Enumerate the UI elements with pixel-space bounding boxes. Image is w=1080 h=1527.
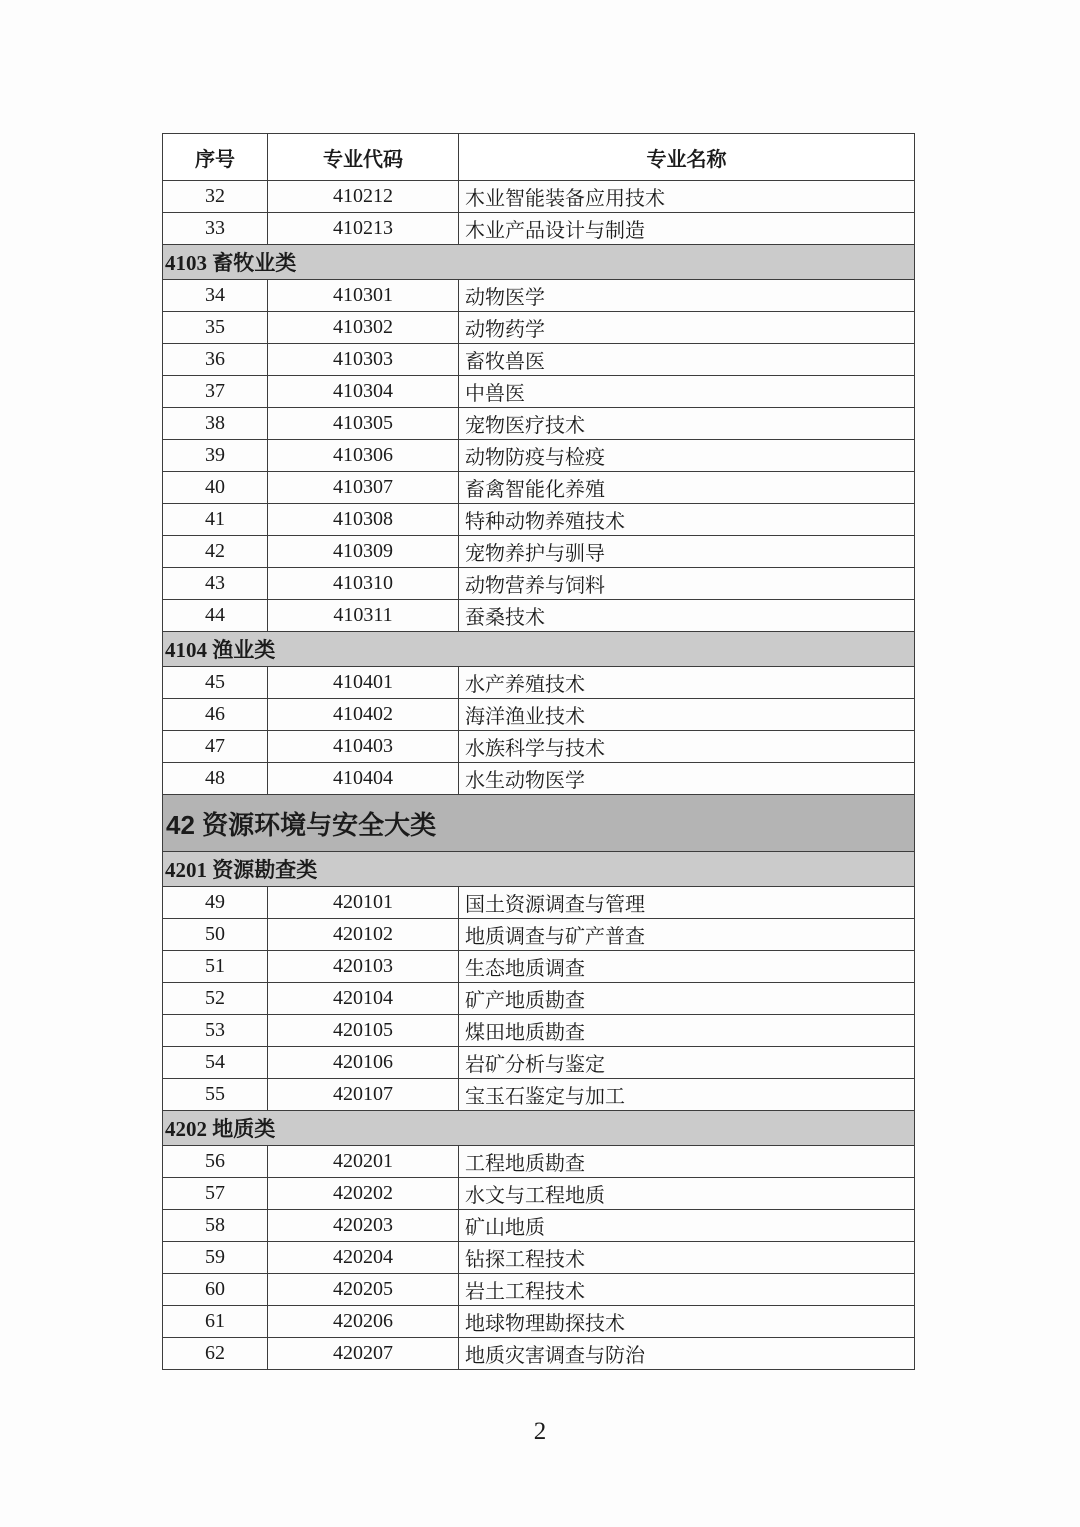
header-seq: 序号 bbox=[163, 134, 268, 181]
code-cell: 420106 bbox=[268, 1047, 459, 1079]
name-cell: 水族科学与技术 bbox=[459, 731, 915, 763]
name-cell: 水文与工程地质 bbox=[459, 1178, 915, 1210]
table-row bbox=[163, 1146, 915, 1178]
seq-cell: 53 bbox=[163, 1015, 268, 1047]
seq-cell: 43 bbox=[163, 568, 268, 600]
table-row bbox=[163, 983, 915, 1015]
seq-cell: 51 bbox=[163, 951, 268, 983]
name-cell: 蚕桑技术 bbox=[459, 600, 915, 632]
code-cell: 420204 bbox=[268, 1242, 459, 1274]
code-cell: 420202 bbox=[268, 1178, 459, 1210]
name-cell: 木业产品设计与制造 bbox=[459, 213, 915, 245]
table-row bbox=[163, 763, 915, 795]
code-cell: 410301 bbox=[268, 280, 459, 312]
section-row bbox=[163, 852, 915, 887]
code-cell: 420102 bbox=[268, 919, 459, 951]
section-label: 4104 渔业类 bbox=[163, 632, 915, 667]
name-cell: 动物营养与饲料 bbox=[459, 568, 915, 600]
table-row bbox=[163, 568, 915, 600]
seq-cell: 55 bbox=[163, 1079, 268, 1111]
name-cell: 水产养殖技术 bbox=[459, 667, 915, 699]
name-cell: 海洋渔业技术 bbox=[459, 699, 915, 731]
table-row bbox=[163, 1306, 915, 1338]
name-cell: 特种动物养殖技术 bbox=[459, 504, 915, 536]
name-cell: 矿产地质勘查 bbox=[459, 983, 915, 1015]
table-row bbox=[163, 213, 915, 245]
code-cell: 410212 bbox=[268, 181, 459, 213]
majors-table-container bbox=[162, 133, 915, 1370]
code-cell: 420105 bbox=[268, 1015, 459, 1047]
code-cell: 410306 bbox=[268, 440, 459, 472]
major-section-label: 42 资源环境与安全大类 bbox=[163, 795, 915, 852]
table-row bbox=[163, 1178, 915, 1210]
seq-cell: 45 bbox=[163, 667, 268, 699]
seq-cell: 46 bbox=[163, 699, 268, 731]
code-cell: 410302 bbox=[268, 312, 459, 344]
name-cell: 矿山地质 bbox=[459, 1210, 915, 1242]
majors-table-header bbox=[163, 134, 915, 181]
section-label: 4103 畜牧业类 bbox=[163, 245, 915, 280]
seq-cell: 33 bbox=[163, 213, 268, 245]
seq-cell: 48 bbox=[163, 763, 268, 795]
code-cell: 410305 bbox=[268, 408, 459, 440]
code-cell: 410402 bbox=[268, 699, 459, 731]
table-row bbox=[163, 312, 915, 344]
majors-table-body bbox=[163, 181, 915, 1370]
section-label: 4202 地质类 bbox=[163, 1111, 915, 1146]
page-number: 2 bbox=[533, 1418, 547, 1445]
name-cell: 工程地质勘查 bbox=[459, 1146, 915, 1178]
header-name: 专业名称 bbox=[459, 134, 915, 181]
name-cell: 岩矿分析与鉴定 bbox=[459, 1047, 915, 1079]
code-cell: 420203 bbox=[268, 1210, 459, 1242]
name-cell: 煤田地质勘查 bbox=[459, 1015, 915, 1047]
seq-cell: 42 bbox=[163, 536, 268, 568]
table-row bbox=[163, 1079, 915, 1111]
seq-cell: 39 bbox=[163, 440, 268, 472]
seq-cell: 36 bbox=[163, 344, 268, 376]
seq-cell: 60 bbox=[163, 1274, 268, 1306]
seq-cell: 47 bbox=[163, 731, 268, 763]
seq-cell: 49 bbox=[163, 887, 268, 919]
table-row bbox=[163, 472, 915, 504]
table-row bbox=[163, 1242, 915, 1274]
name-cell: 宝玉石鉴定与加工 bbox=[459, 1079, 915, 1111]
name-cell: 钻探工程技术 bbox=[459, 1242, 915, 1274]
table-row bbox=[163, 376, 915, 408]
name-cell: 地球物理勘探技术 bbox=[459, 1306, 915, 1338]
table-row bbox=[163, 1015, 915, 1047]
seq-cell: 58 bbox=[163, 1210, 268, 1242]
section-label: 4201 资源勘查类 bbox=[163, 852, 915, 887]
seq-cell: 40 bbox=[163, 472, 268, 504]
seq-cell: 37 bbox=[163, 376, 268, 408]
name-cell: 动物医学 bbox=[459, 280, 915, 312]
table-row bbox=[163, 1047, 915, 1079]
table-row bbox=[163, 408, 915, 440]
table-row bbox=[163, 181, 915, 213]
code-cell: 420206 bbox=[268, 1306, 459, 1338]
code-cell: 410311 bbox=[268, 600, 459, 632]
seq-cell: 62 bbox=[163, 1338, 268, 1370]
name-cell: 动物防疫与检疫 bbox=[459, 440, 915, 472]
table-row bbox=[163, 731, 915, 763]
name-cell: 宠物养护与驯导 bbox=[459, 536, 915, 568]
seq-cell: 32 bbox=[163, 181, 268, 213]
code-cell: 420103 bbox=[268, 951, 459, 983]
seq-cell: 34 bbox=[163, 280, 268, 312]
name-cell: 地质灾害调查与防治 bbox=[459, 1338, 915, 1370]
name-cell: 地质调查与矿产普查 bbox=[459, 919, 915, 951]
seq-cell: 35 bbox=[163, 312, 268, 344]
name-cell: 动物药学 bbox=[459, 312, 915, 344]
table-row bbox=[163, 887, 915, 919]
code-cell: 420205 bbox=[268, 1274, 459, 1306]
table-row bbox=[163, 440, 915, 472]
code-cell: 410309 bbox=[268, 536, 459, 568]
table-row bbox=[163, 1210, 915, 1242]
table-row bbox=[163, 600, 915, 632]
seq-cell: 57 bbox=[163, 1178, 268, 1210]
name-cell: 中兽医 bbox=[459, 376, 915, 408]
name-cell: 宠物医疗技术 bbox=[459, 408, 915, 440]
seq-cell: 50 bbox=[163, 919, 268, 951]
code-cell: 410308 bbox=[268, 504, 459, 536]
section-row bbox=[163, 1111, 915, 1146]
table-row bbox=[163, 1274, 915, 1306]
seq-cell: 59 bbox=[163, 1242, 268, 1274]
header-row bbox=[163, 134, 915, 181]
code-cell: 420107 bbox=[268, 1079, 459, 1111]
seq-cell: 54 bbox=[163, 1047, 268, 1079]
table-row bbox=[163, 504, 915, 536]
code-cell: 410213 bbox=[268, 213, 459, 245]
seq-cell: 56 bbox=[163, 1146, 268, 1178]
name-cell: 木业智能装备应用技术 bbox=[459, 181, 915, 213]
name-cell: 国土资源调查与管理 bbox=[459, 887, 915, 919]
seq-cell: 61 bbox=[163, 1306, 268, 1338]
major-section-row bbox=[163, 795, 915, 852]
majors-table bbox=[162, 133, 915, 1370]
table-row bbox=[163, 536, 915, 568]
code-cell: 420201 bbox=[268, 1146, 459, 1178]
seq-cell: 52 bbox=[163, 983, 268, 1015]
seq-cell: 44 bbox=[163, 600, 268, 632]
header-code: 专业代码 bbox=[268, 134, 459, 181]
table-row bbox=[163, 280, 915, 312]
table-row bbox=[163, 667, 915, 699]
code-cell: 420101 bbox=[268, 887, 459, 919]
code-cell: 420207 bbox=[268, 1338, 459, 1370]
name-cell: 岩土工程技术 bbox=[459, 1274, 915, 1306]
code-cell: 410310 bbox=[268, 568, 459, 600]
code-cell: 410304 bbox=[268, 376, 459, 408]
section-row bbox=[163, 245, 915, 280]
table-row bbox=[163, 951, 915, 983]
table-row bbox=[163, 344, 915, 376]
code-cell: 410403 bbox=[268, 731, 459, 763]
code-cell: 420104 bbox=[268, 983, 459, 1015]
code-cell: 410404 bbox=[268, 763, 459, 795]
code-cell: 410401 bbox=[268, 667, 459, 699]
code-cell: 410303 bbox=[268, 344, 459, 376]
seq-cell: 38 bbox=[163, 408, 268, 440]
name-cell: 畜禽智能化养殖 bbox=[459, 472, 915, 504]
code-cell: 410307 bbox=[268, 472, 459, 504]
seq-cell: 41 bbox=[163, 504, 268, 536]
name-cell: 畜牧兽医 bbox=[459, 344, 915, 376]
name-cell: 生态地质调查 bbox=[459, 951, 915, 983]
table-row bbox=[163, 1338, 915, 1370]
table-row bbox=[163, 919, 915, 951]
name-cell: 水生动物医学 bbox=[459, 763, 915, 795]
section-row bbox=[163, 632, 915, 667]
table-row bbox=[163, 699, 915, 731]
